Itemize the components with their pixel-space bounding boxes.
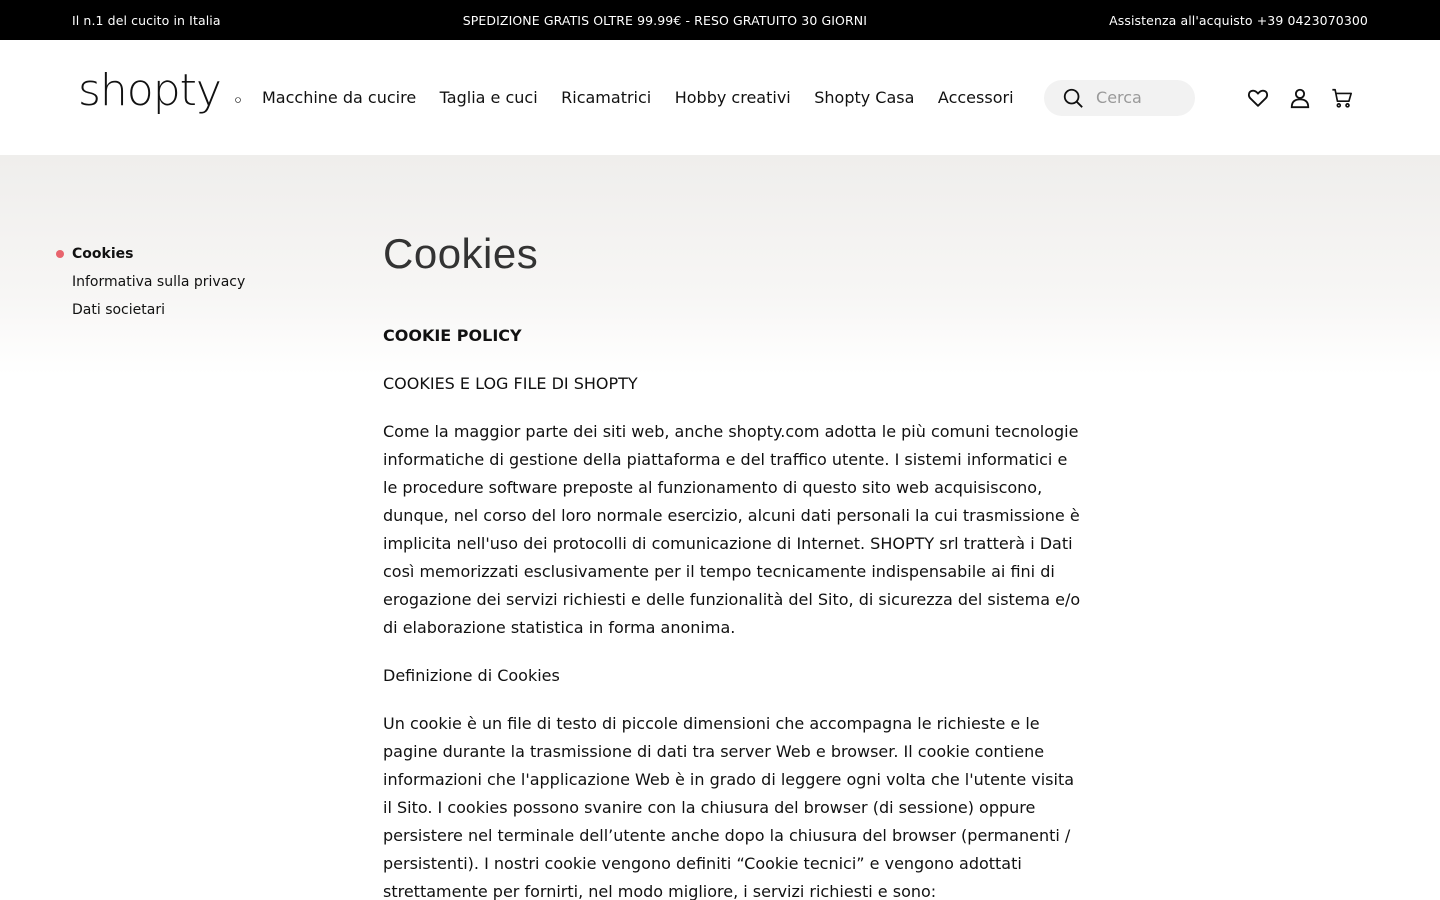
sidebar-item-privacy[interactable] <box>56 268 245 296</box>
section-heading: Definizione di Cookies <box>383 666 560 685</box>
nav-hobby-creativi[interactable]: Hobby creativi <box>674 88 791 107</box>
search-box[interactable] <box>1044 80 1195 116</box>
active-indicator <box>56 250 64 258</box>
site-header <box>0 40 1440 155</box>
tagline: Il n.1 del cucito in Italia <box>72 12 221 28</box>
search-input[interactable] <box>1096 88 1186 107</box>
legal-sidebar <box>56 240 245 324</box>
announcement-bar <box>0 0 1440 40</box>
policy-subheading: COOKIES E LOG FILE DI SHOPTY <box>383 374 638 393</box>
page-title: Cookies <box>383 230 539 277</box>
nav-macchine-da-cucire[interactable]: Macchine da cucire <box>262 88 417 107</box>
sidebar-item-label: Cookies <box>72 246 134 262</box>
nav-accessori[interactable]: Accessori <box>937 88 1014 107</box>
paragraph: Un cookie è un file di testo di piccole dimensioni che accompagna le richieste e le pagine durante la trasmissione di dati tra server Web e browser. Il cookie contiene informazioni che l'applicazione Web è in grado di leggere ogni volta che l'utente visita il Sito. I cookies possono svanire con la chiusura del browser (di sessione) oppure persistere nel terminale dell’utente anche dopo la chiusura del browser (permanenti / persistenti). I nostri cookie vengono definiti “Cookie tecnici” e vengono adottati strettamente per fornirti, nel modo migliore, i servizi richiesti e sono: <box>383 714 1075 900</box>
sidebar-item-label: Dati societari <box>72 302 165 318</box>
heart-icon[interactable] <box>1247 87 1269 109</box>
cart-icon[interactable] <box>1331 87 1353 109</box>
logo-wordmark: shopty <box>78 66 221 116</box>
sidebar-item-company-data[interactable] <box>56 296 245 324</box>
nav-shopty-casa[interactable]: Shopty Casa <box>814 88 915 107</box>
nav-ricamatrici[interactable]: Ricamatrici <box>561 88 652 107</box>
article <box>383 230 1085 900</box>
paragraph: Come la maggior parte dei siti web, anche shopty.com adotta le più comuni tecnologie informatiche di gestione della piattaforma e del traffico utente. I sistemi informatici e le procedure software preposte al funzionamento di questo sito web acquisiscono, dunque, nel corso del loro normale esercizio, alcuni dati personali la cui trasmissione è implicita nell'uso dei protocolli di comunicazione di Internet. SHOPTY srl tratterà i Dati così memorizzati esclusivamente per il tempo tecnicamente indispensabile ai fini di erogazione dei servizi richiesti e delle funzionalità del Sito, di sicurezza del sistema e/o di elaborazione statistica in forma anonima. <box>383 422 1081 637</box>
page-body <box>0 155 1440 900</box>
main-nav <box>262 88 1037 107</box>
support-phone[interactable]: Assistenza all'acquisto +39 0423070300 <box>1109 12 1368 28</box>
search-icon[interactable] <box>1062 87 1084 109</box>
sidebar-item-cookies[interactable] <box>56 240 245 268</box>
header-actions <box>1247 87 1353 109</box>
nav-taglia-e-cuci[interactable]: Taglia e cuci <box>439 88 538 107</box>
logo[interactable] <box>78 67 244 129</box>
sidebar-item-label: Informativa sulla privacy <box>72 274 246 290</box>
shipping-notice: SPEDIZIONE GRATIS OLTRE 99.99€ - RESO GRATUITO 30 GIORNI <box>462 12 867 28</box>
policy-heading: COOKIE POLICY <box>383 326 522 345</box>
user-icon[interactable] <box>1289 87 1311 109</box>
